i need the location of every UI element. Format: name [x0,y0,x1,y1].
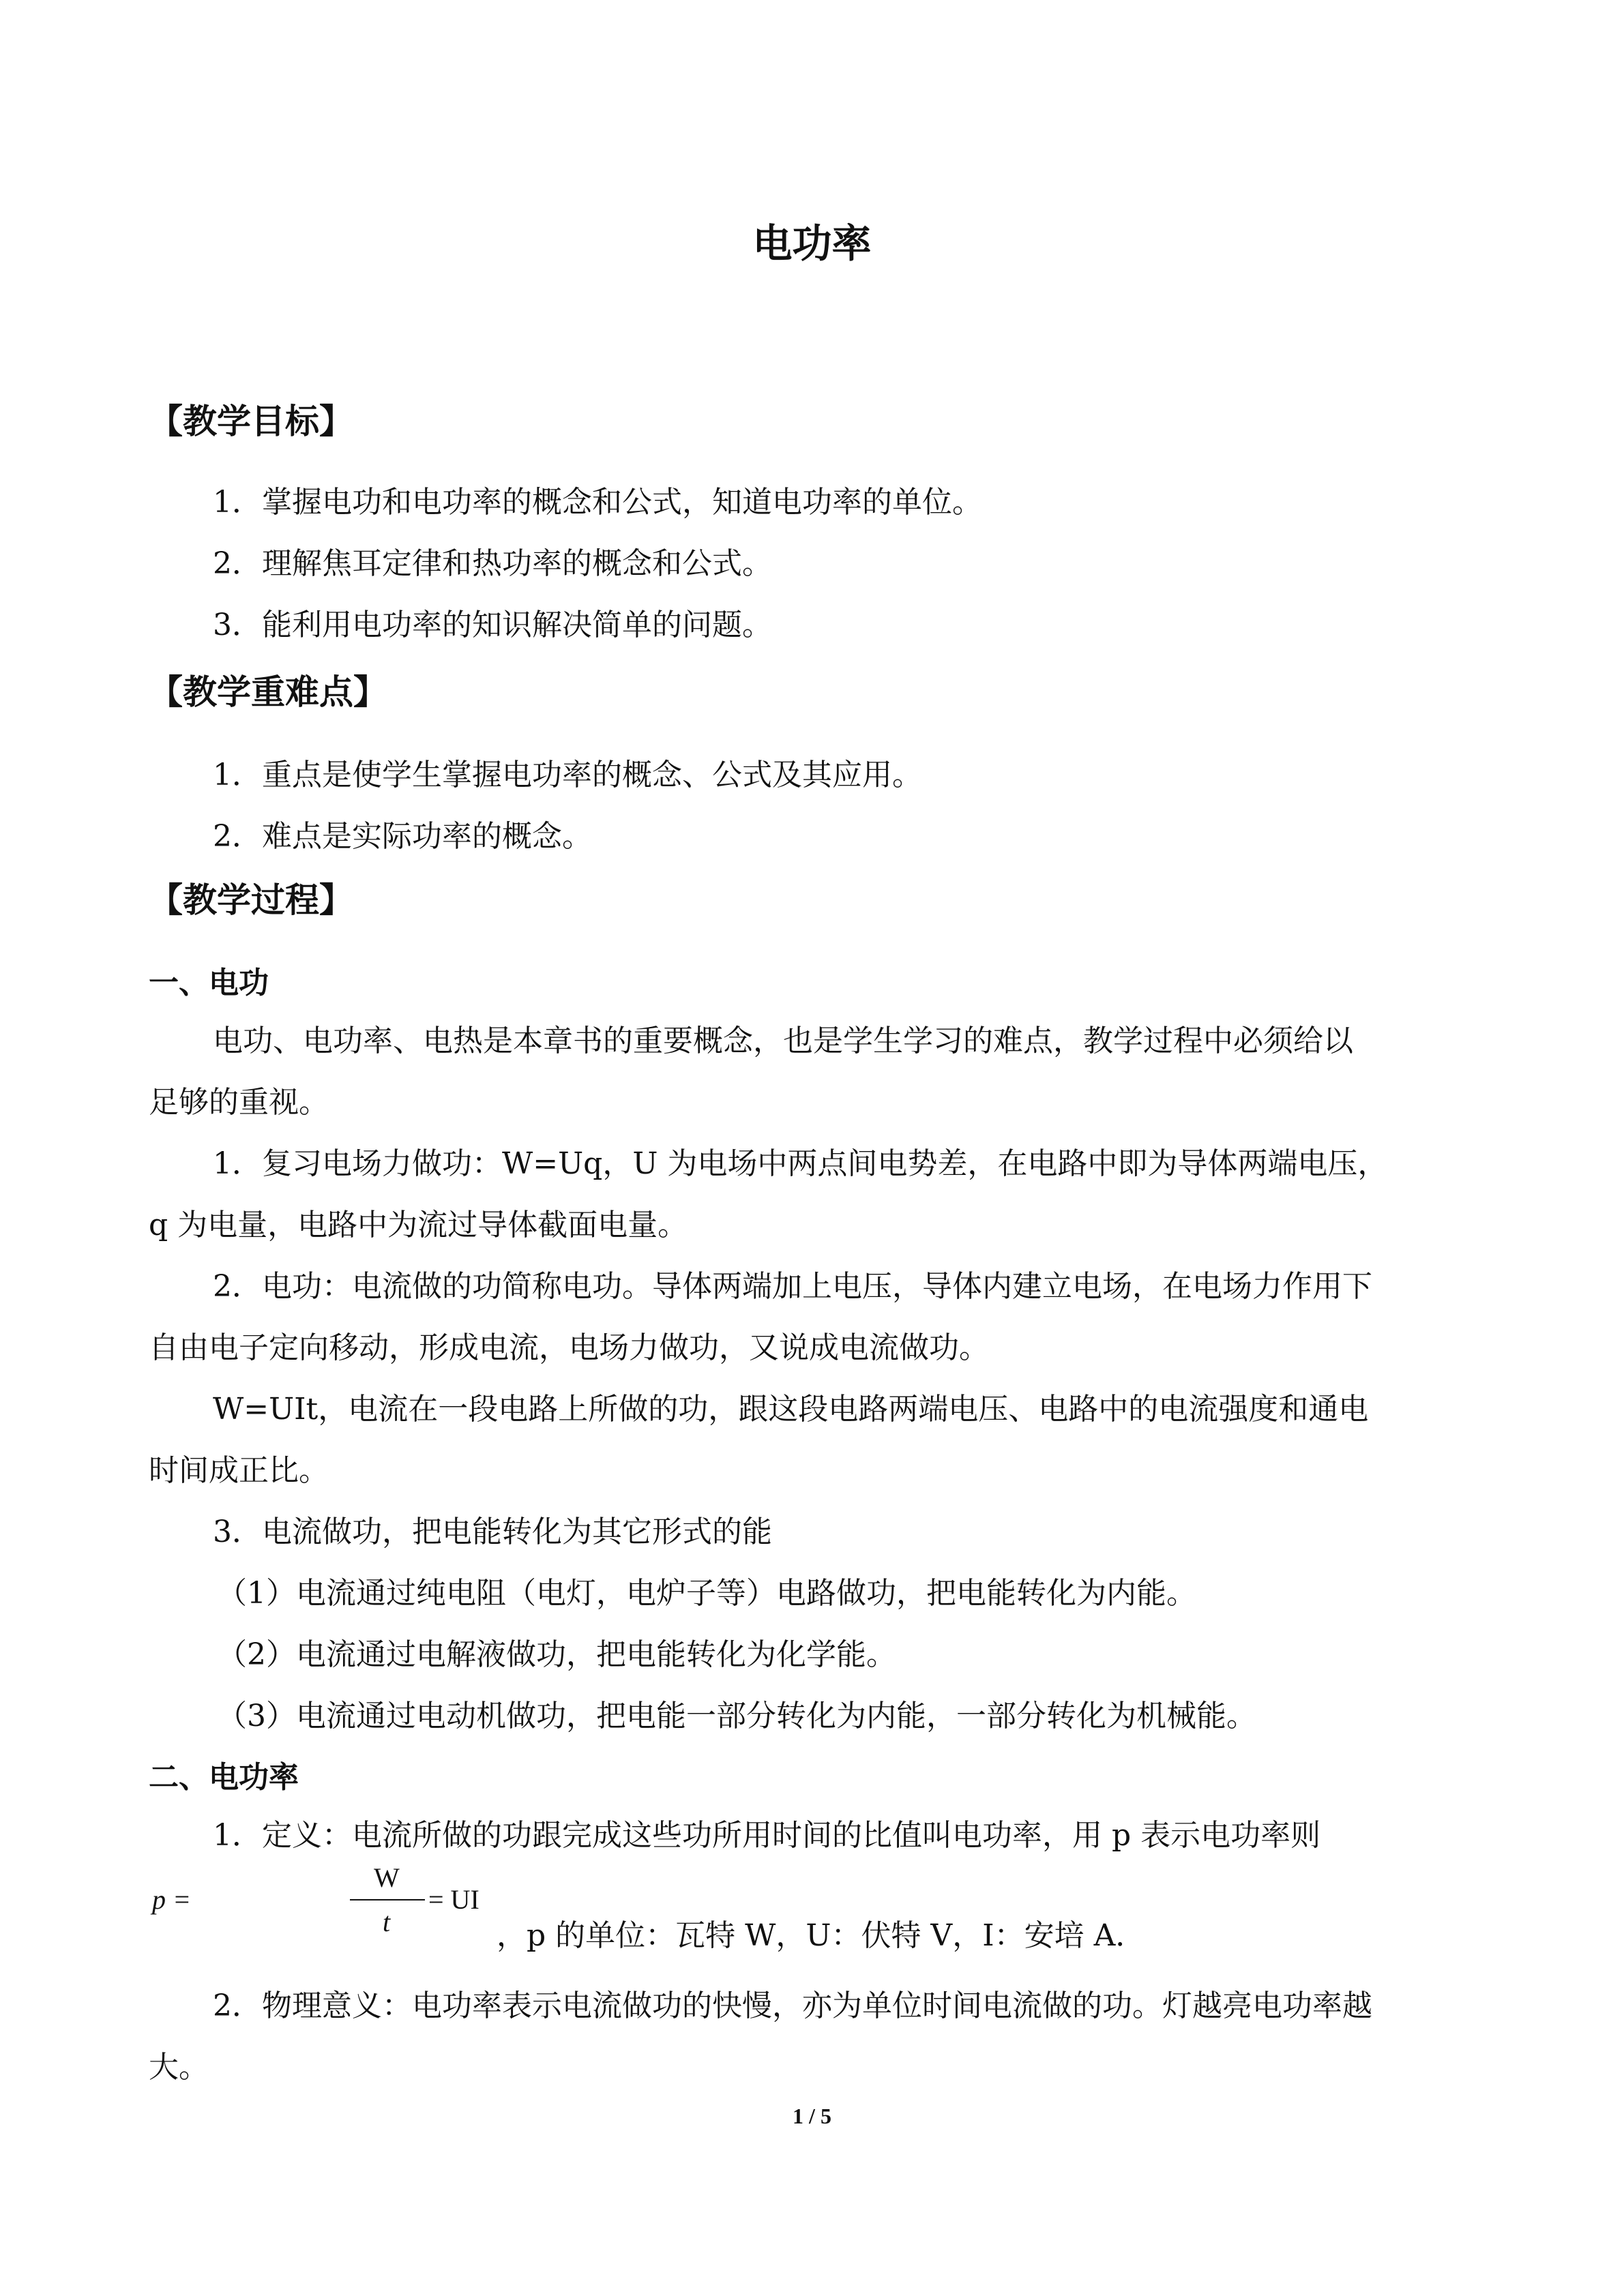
power-formula [149,1848,1513,1953]
keypoint-item: 2．难点是实际功率的概念。 [213,819,592,854]
paragraph-line: 1．复习电场力做功：W=Uq，U 为电场中两点间电势差，在电路中即为导体两端电压， [213,1146,1388,1181]
paragraph-line: 2．物理意义：电功率表示电流做功的快慢，亦为单位时间电流做的功。灯越亮电功率越 [213,1988,1372,2023]
paragraph-line: 2．电功：电流做的功简称电功。导体两端加上电压，导体内建立电场，在电场力作用下 [213,1269,1372,1304]
section-heading-keypoints: 【教学重难点】 [149,672,387,712]
formula-lhs: p = [152,1884,191,1915]
fraction-bar [350,1899,425,1900]
paragraph-line: （2）电流通过电解液做功，把电能转化为化学能。 [217,1637,896,1672]
objective-item: 1．掌握电功和电功率的概念和公式，知道电功率的单位。 [213,485,982,520]
formula-numerator: W [374,1862,400,1893]
formula-denominator: t [383,1907,391,1937]
subsection-heading-electric-work: 一、电功 [149,966,269,1000]
paragraph-line: W=UIt，电流在一段电路上所做的功，跟这段电路两端电压、电路中的电流强度和通电 [213,1392,1369,1427]
paragraph-line: 3．电流做功，把电能转化为其它形式的能 [213,1515,772,1549]
paragraph-line: 电功、电功率、电热是本章书的重要概念，也是学生学习的难点，教学过程中必须给以 [213,1024,1353,1058]
keypoint-item: 1．重点是使学生掌握电功率的概念、公式及其应用。 [213,758,922,792]
paragraph-line: 自由电子定向移动，形成电流，电场力做功，又说成电流做功。 [149,1330,989,1365]
formula-rhs: = UI [428,1884,479,1915]
objective-item: 3．能利用电功率的知识解决简单的问题。 [213,608,772,642]
paragraph-line: 1．定义：电流所做的功跟完成这些功所用时间的比值叫电功率，用 p 表示电功率则 [213,1818,1321,1853]
section-heading-objectives: 【教学目标】 [149,402,353,441]
paragraph-line: 大。 [149,2050,209,2085]
paragraph-line: ，p 的单位：瓦特 W，U：伏特 V，I：安培 A． [497,1918,1146,1953]
objective-item: 2．理解焦耳定律和热功率的概念和公式。 [213,546,772,581]
subsection-heading-electric-power: 二、电功率 [149,1760,299,1795]
page-number: 1 / 5 [793,2104,831,2128]
page-title: 电功率 [752,220,872,267]
paragraph-line: （1）电流通过纯电阻（电灯，电炉子等）电路做功，把电能转化为内能。 [217,1576,1196,1611]
paragraph-line: 时间成正比。 [149,1453,329,1488]
paragraph-line: 足够的重视。 [149,1085,329,1120]
paragraph-line: q 为电量，电路中为流过导体截面电量。 [149,1208,688,1242]
section-heading-process: 【教学过程】 [149,880,353,920]
paragraph-line: （3）电流通过电动机做功，把电能一部分转化为内能，一部分转化为机械能。 [217,1699,1256,1733]
